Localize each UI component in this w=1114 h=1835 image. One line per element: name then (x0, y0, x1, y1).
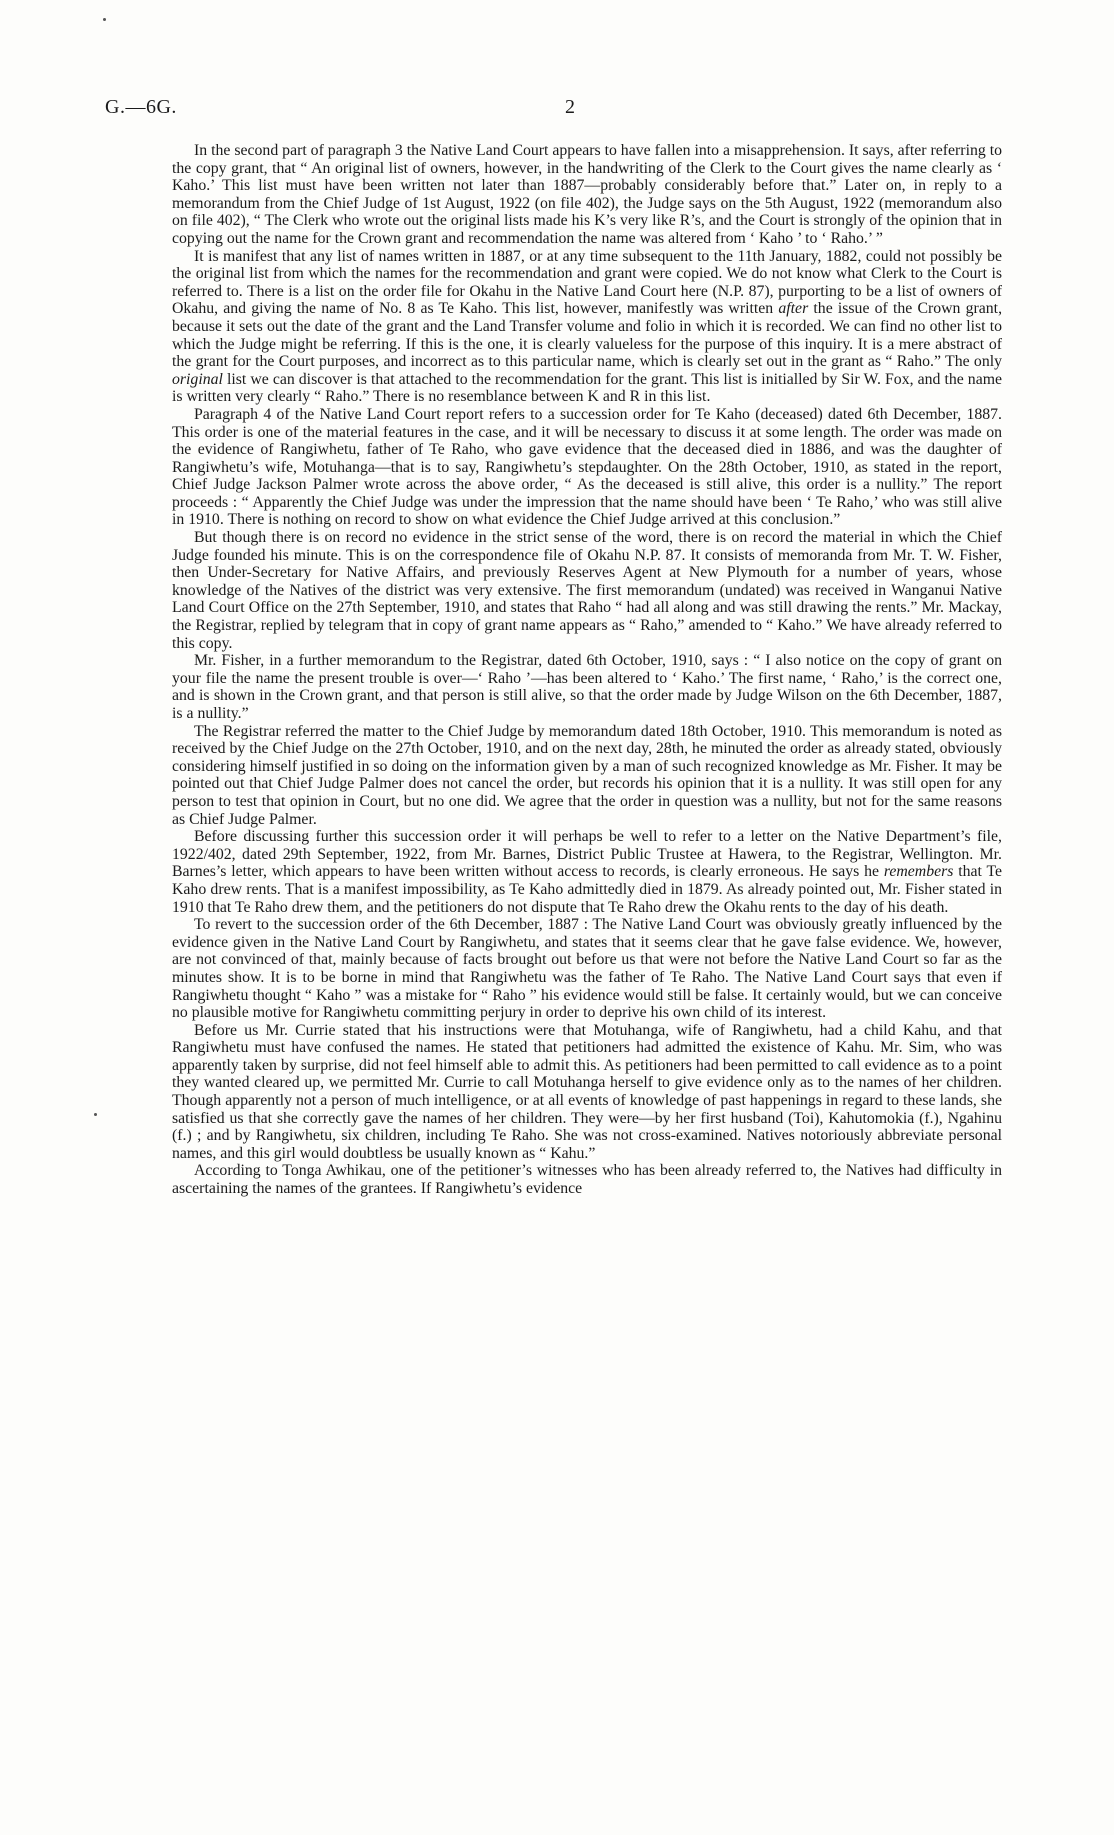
emphasis: after (778, 300, 809, 318)
page-header (105, 96, 1005, 126)
paragraph: Before discussing further this succession order it will perhaps be well to refer to a letter on the Native Department’s file, 1922/402, dated 29th September, 1922, from Mr. Barnes, District Public Trustee at Hawera, to the Registrar, Wellington. Mr. Barnes’s letter, which appears to have been written without access to records, is clearly erroneous. He says he remembers that Te Kaho drew rents. That is a manifest impossibility, as Te Kaho admittedly died in 1879. As already pointed out, Mr. Fisher stated in 1910 that Te Raho drew them, and the petitioners do not dispute that Te Raho drew the Okahu rents to the day of his death. (172, 828, 1002, 916)
emphasis: remembers (883, 863, 954, 881)
paragraph: But though there is on record no evidence in the strict sense of the word, there is on record the material in which the Chief Judge founded his minute. This is on the correspondence file of Okahu N.P. 87. It consists of memoranda from Mr. T. W. Fisher, then Under-Secretary for Native Affairs, and previously Reserves Agent at New Plymouth for a number of years, whose knowledge of the Natives of the district was very extensive. The first memorandum (undated) was received in Wanganui Native Land Court Office on the 27th September, 1910, and states that Raho “ had all along and was still drawing the rents.” Mr. Mackay, the Registrar, replied by telegram that in copy of grant name appears as “ Raho,” amended to “ Kaho.” We have already referred to this copy. (172, 529, 1002, 652)
series-number: G.—6G. (105, 96, 177, 118)
paragraph: Before us Mr. Currie stated that his instructions were that Motuhanga, wife of Rangiwhetu, had a child Kahu, and that Rangiwhetu must have confused the names. He stated that petitioners had admitted the existence of Kahu. Mr. Sim, who was apparently taken by surprise, did not feel himself able to admit this. As petitioners had been permitted to call evidence as to a point they wanted cleared up, we permitted Mr. Currie to call Motuhanga herself to give evidence only as to the names of her children. Though apparently not a person of much intelligence, or at all events of knowledge of past happenings in regard to these lands, she satisfied us that she correctly gave the names of her children. They were—by her first husband (Toi), Kahutomokia (f.), Ngahinu (f.) ; and by Rangiwhetu, six children, including Te Raho. She was not cross-examined. Natives notoriously abbreviate personal names, and this girl would doubtless be usually known as “ Kahu.” (172, 1021, 1002, 1162)
paragraph: According to Tonga Awhikau, one of the petitioner’s witnesses who has been already referred to, the Natives had difficulty in ascertaining the names of the grantees. If Rangiwhetu’s evidence (172, 1162, 1002, 1198)
scan-speck (94, 1113, 97, 1116)
emphasis: original (172, 370, 223, 388)
paragraph: To revert to the succession order of the 6th December, 1887 : The Native Land Court was obviously greatly influenced by the evidence given in the Native Land Court by Rangiwhetu, and states that it seems clear that he gave false evidence. We, however, are not convinced of that, mainly because of facts brought out before us that were not before the Native Land Court so far as the minutes show. It is to be borne in mind that Rangiwhetu was the father of Te Raho. The Native Land Court says that even if Rangiwhetu thought “ Kaho ” was a mistake for “ Raho ” his evidence would still be false. It certainly would, but we can conceive no plausible motive for Rangiwhetu committing perjury in order to deprive his own child of its interest. (172, 916, 1002, 1022)
body-text (172, 142, 1002, 1198)
page-number: 2 (565, 96, 575, 118)
paragraph: Mr. Fisher, in a further memorandum to the Registrar, dated 6th October, 1910, says : “ I also notice on the copy of grant on your file the name the present trouble is over—‘ Raho ’—has been altered to ‘ Kaho.’ The first name, ‘ Raho,’ is the correct one, and is shown in the Crown grant, and that person is still alive, so that the order made by Judge Wilson on the 6th December, 1887, is a nullity.” (172, 652, 1002, 722)
paragraph: Paragraph 4 of the Native Land Court report refers to a succession order for Te Kaho (deceased) dated 6th December, 1887. This order is one of the material features in the case, and it will be necessary to discuss it at some length. The order was made on the evidence of Rangiwhetu, father of Te Raho, who gave evidence that the deceased died in 1886, and was the daughter of Rangiwhetu’s wife, Motuhanga—that is to say, Rangiwhetu’s stepdaughter. On the 28th October, 1910, as stated in the report, Chief Judge Jackson Palmer wrote across the above order, “ As the deceased is still alive, this order is a nullity.” The report proceeds : “ Apparently the Chief Judge was under the impression that the name should have been ‘ Te Raho,’ who was still alive in 1910. There is nothing on record to show on what evidence the Chief Judge arrived at this conclusion.” (172, 405, 1002, 529)
paragraph: In the second part of paragraph 3 the Native Land Court appears to have fallen into a misapprehension. It says, after referring to the copy grant, that “ An original list of owners, however, in the handwriting of the Clerk to the Court gives the name clearly as ‘ Kaho.’ This list must have been written not later than 1887—probably considerably before that.” Later on, in reply to a memorandum from the Chief Judge of 1st August, 1922 (on file 402), the Judge says on the 5th August, 1922 (memorandum also on file 402), “ The Clerk who wrote out the original lists made his K’s very like R’s, and the Court is strongly of the opinion that in copying out the name for the Crown grant and recommendation the name was altered from ‘ Kaho ’ to ‘ Raho.’ ” (172, 142, 1002, 247)
paragraph: The Registrar referred the matter to the Chief Judge by memorandum dated 18th October, 1910. This memorandum is noted as received by the Chief Judge on the 27th October, 1910, and on the next day, 28th, he minuted the order as already stated, obviously considering himself justified in so doing on the information given by a man of such recognized knowledge as Mr. Fisher. It may be pointed out that Chief Judge Palmer does not cancel the order, but records his opinion that it is a nullity. It was still open for any person to test that opinion in Court, but no one did. We agree that the order in question was a nullity, but not for the same reasons as Chief Judge Palmer. (172, 722, 1002, 828)
paragraph: It is manifest that any list of names written in 1887, or at any time subsequent to the 11th January, 1882, could not possibly be the original list from which the names for the recommendation and grant were copied. We do not know what Clerk to the Court is referred to. There is a list on the order file for Okahu in the Native Land Court here (N.P. 87), purporting to be a list of owners of Okahu, and giving the name of No. 8 as Te Kaho. This list, however, manifestly was written after the issue of the Crown grant, because it sets out the date of the grant and the Land Transfer volume and folio in which it is recorded. We can find no other list to which the Judge might be referring. If this is the one, it is clearly valueless for the purpose of this inquiry. It is a mere abstract of the grant for the Court purposes, and incorrect as to this particular name, which is clearly set out in the grant as “ Raho.” The only original list we can discover is that attached to the recommendation for the grant. This list is initialled by Sir W. Fox, and the name is written very clearly “ Raho.” There is no resemblance between K and R in this list. (172, 247, 1003, 406)
scan-speck (103, 18, 106, 21)
